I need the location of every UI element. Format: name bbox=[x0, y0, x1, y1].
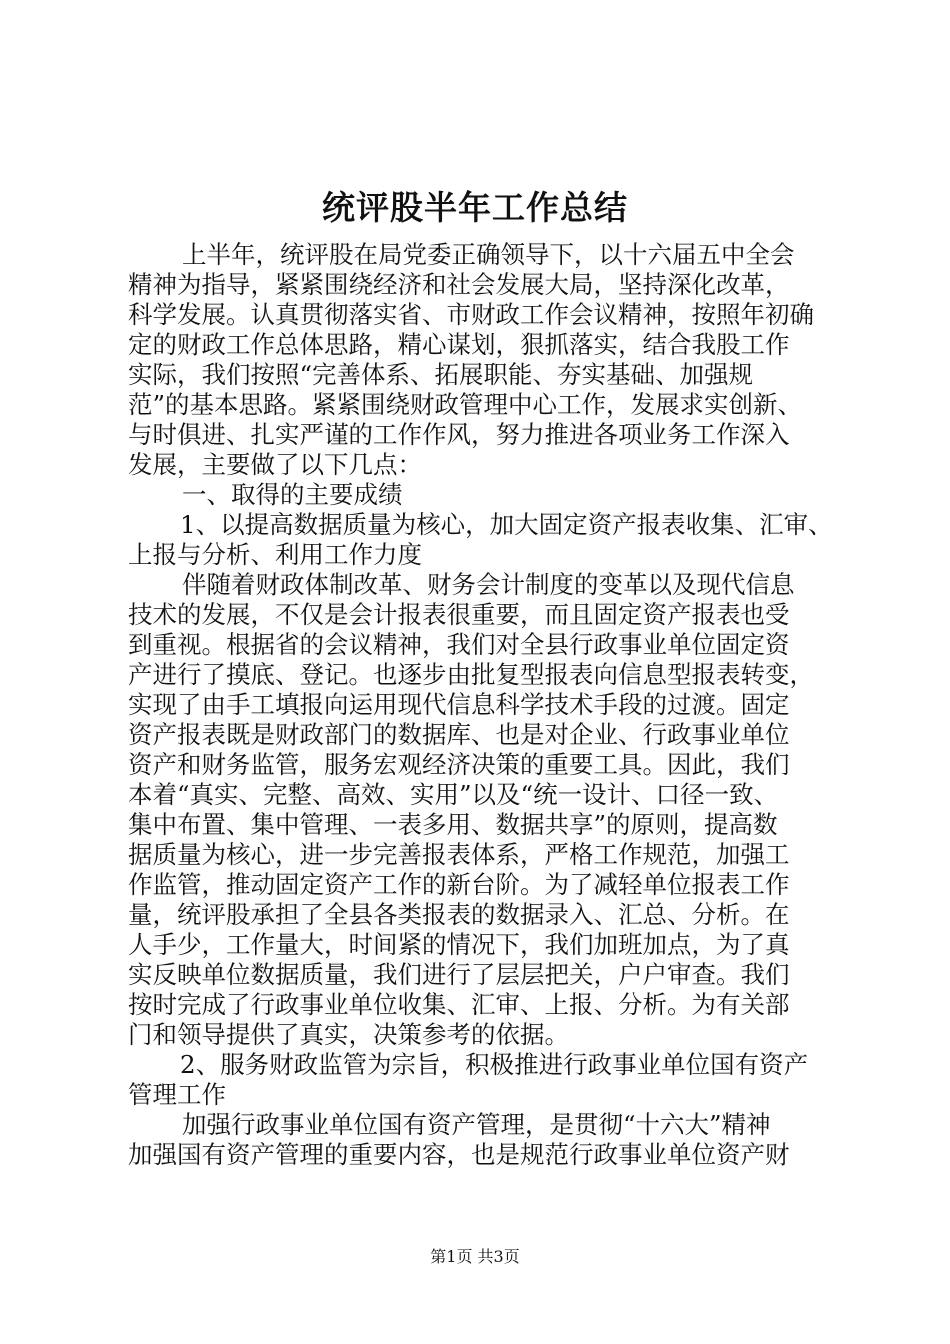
paragraph-line: 人手少，工作量大，时间紧的情况下，我们加班加点，为了真 bbox=[128, 930, 790, 959]
document-title: 统评股半年工作总结 bbox=[322, 188, 628, 227]
paragraph-line: 实现了由手工填报向运用现代信息科学技术手段的过渡。固定 bbox=[128, 690, 790, 719]
paragraph-line: 加强行政事业单位国有资产管理，是贯彻“十六大”精神 bbox=[182, 1110, 771, 1139]
page-number-footer: 第1页 共3页 bbox=[430, 1247, 520, 1266]
paragraph-line: 发展，主要做了以下几点： bbox=[128, 450, 422, 479]
paragraph-line: 精神为指导，紧紧围绕经济和社会发展大局，坚持深化改革， bbox=[128, 270, 790, 299]
subsection-heading: 2、服务财政监管为宗旨，积极推进行政事业单位国有资产 bbox=[180, 1050, 809, 1079]
paragraph-line: 产进行了摸底、登记。也逐步由批复型报表向信息型报表转变， bbox=[128, 660, 814, 689]
paragraph-line: 资产报表既是财政部门的数据库、也是对企业、行政事业单位 bbox=[128, 720, 790, 749]
paragraph-line: 科学发展。认真贯彻落实省、市财政工作会议精神，按照年初确 bbox=[128, 300, 814, 329]
paragraph-line: 门和领导提供了真实，决策参考的依据。 bbox=[128, 1020, 569, 1049]
paragraph-line: 按时完成了行政事业单位收集、汇审、上报、分析。为有关部 bbox=[128, 990, 790, 1019]
document-body bbox=[128, 240, 838, 1170]
subsection-heading: 管理工作 bbox=[128, 1080, 226, 1109]
paragraph-line: 资产和财务监管，服务宏观经济决策的重要工具。因此，我们 bbox=[128, 750, 790, 779]
paragraph-line: 实反映单位数据质量，我们进行了层层把关，户户审查。我们 bbox=[128, 960, 790, 989]
paragraph-line: 量，统评股承担了全县各类报表的数据录入、汇总、分析。在 bbox=[128, 900, 790, 929]
paragraph-line: 定的财政工作总体思路，精心谋划，狠抓落实，结合我股工作 bbox=[128, 330, 790, 359]
paragraph-line: 伴随着财政体制改革、财务会计制度的变革以及现代信息 bbox=[182, 570, 795, 599]
section-heading: 一、取得的主要成绩 bbox=[182, 480, 403, 509]
paragraph-line: 范”的基本思路。紧紧围绕财政管理中心工作，发展求实创新、 bbox=[128, 390, 803, 419]
subsection-heading: 1、以提高数据质量为核心，加大固定资产报表收集、汇审、 bbox=[180, 510, 833, 539]
subsection-heading: 上报与分析、利用工作力度 bbox=[128, 540, 422, 569]
paragraph-line: 技术的发展，不仅是会计报表很重要，而且固定资产报表也受 bbox=[128, 600, 790, 629]
paragraph-line: 到重视。根据省的会议精神，我们对全县行政事业单位固定资 bbox=[128, 630, 790, 659]
paragraph-line: 本着“真实、完整、高效、实用”以及“统一设计、口径一致、 bbox=[128, 780, 779, 809]
paragraph-line: 与时俱进、扎实严谨的工作作风，努力推进各项业务工作深入 bbox=[128, 420, 790, 449]
paragraph-line: 据质量为核心，进一步完善报表体系，严格工作规范，加强工 bbox=[128, 840, 790, 869]
paragraph-line: 集中布置、集中管理、一表多用、数据共享”的原则，提高数 bbox=[128, 810, 778, 839]
paragraph-line: 上半年，统评股在局党委正确领导下，以十六届五中全会 bbox=[182, 240, 795, 269]
paragraph-line: 加强国有资产管理的重要内容，也是规范行政事业单位资产财 bbox=[128, 1140, 790, 1169]
paragraph-line: 作监管，推动固定资产工作的新台阶。为了减轻单位报表工作 bbox=[128, 870, 790, 899]
paragraph-line: 实际，我们按照“完善体系、拓展职能、夯实基础、加强规 bbox=[128, 360, 754, 389]
